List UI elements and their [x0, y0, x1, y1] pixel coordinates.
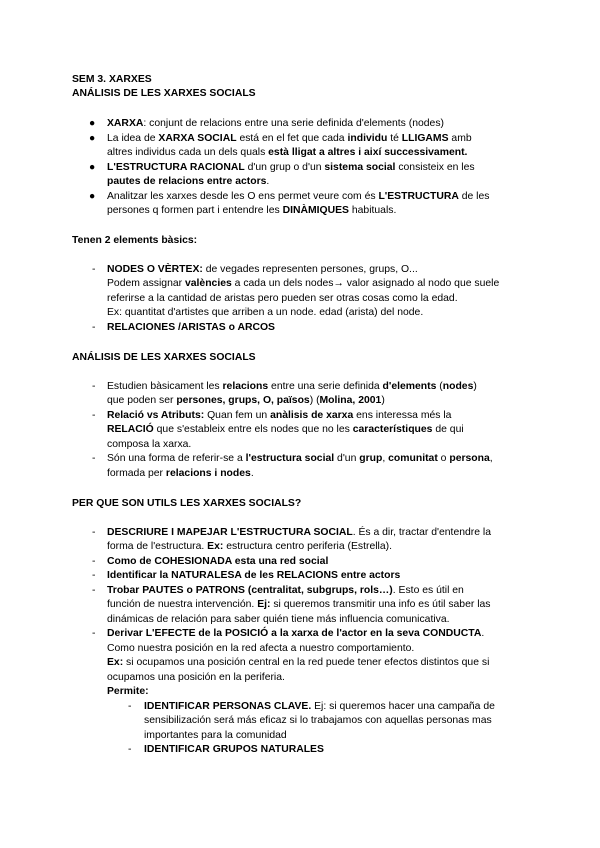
list-item-cont: Podem assignar valències a cada un dels nodes→ valor asignado al nodo que suele: [107, 278, 500, 289]
list-item-cont: referirse a la cantidad de aristas pero pueden ser otras cosas como la edad.: [107, 293, 458, 304]
list-item-cont: formada per relacions i nodes.: [107, 468, 254, 479]
list-item-cont: persones q formen part i entendre les DINÀMIQUES habituals.: [107, 205, 397, 216]
list-item: DESCRIURE I MAPEJAR L'ESTRUCTURA SOCIAL. És a dir, tractar d'entendre la: [107, 527, 491, 538]
list-item-cont: que poden ser persones, grups, O, països) (Molina, 2001): [107, 395, 385, 406]
dash-icon: -: [92, 628, 96, 639]
list-item-cont: pautes de relacions entre actors.: [107, 176, 270, 187]
list-item: La idea de XARXA SOCIAL está en el fet que cada individu té LLIGAMS amb: [107, 133, 472, 144]
dash-icon: -: [92, 585, 96, 596]
document-title: SEM 3. XARXES: [72, 74, 152, 85]
list-item-cont: ocupamos una posición en la periferia.: [107, 672, 285, 683]
bullet-icon: ●: [89, 162, 96, 173]
dash-icon: -: [92, 570, 96, 581]
list-item-cont: RELACIÓ que s'estableix entre els nodes que no les característiques de qui: [107, 424, 464, 435]
dash-icon: -: [92, 410, 96, 421]
list-item: Derivar L'EFECTE de la POSICIÓ a la xarxa de l'actor en la seva CONDUCTA.: [107, 628, 485, 639]
bullet-icon: ●: [89, 118, 96, 129]
section-heading-utils: PER QUE SON UTILS LES XARXES SOCIALS?: [72, 498, 302, 509]
sub-list-item: IDENTIFICAR GRUPOS NATURALES: [144, 744, 324, 755]
dash-icon: -: [92, 556, 96, 567]
elements-heading: Tenen 2 elements bàsics:: [72, 235, 198, 246]
dash-icon: -: [92, 381, 96, 392]
list-item: L'ESTRUCTURA RACIONAL d'un grup o d'un sistema social consisteix en les: [107, 162, 475, 173]
dash-icon: -: [92, 264, 96, 275]
list-item: Como de COHESIONADA esta una red social: [107, 556, 329, 567]
list-item: RELACIONES /ARISTAS o ARCOS: [107, 322, 275, 333]
permite-label: Permite:: [107, 686, 149, 697]
list-item-cont: Como nuestra posición en la red afecta a nuestro comportamiento.: [107, 643, 415, 654]
sub-list-item: IDENTIFICAR PERSONAS CLAVE. Ej: si queremos hacer una campaña de: [144, 701, 495, 712]
list-item: Relació vs Atributs: Quan fem un anàlisis de xarxa ens interessa més la: [107, 410, 452, 421]
list-item-cont: Ex: quantitat d'artistes que arriben a un node. edad (arista) del node.: [107, 307, 424, 318]
dash-icon: -: [128, 744, 132, 755]
list-item-cont: altres individus cada un dels quals està lligat a altres i així successivament.: [107, 147, 468, 158]
list-item-cont: función de nuestra intervención. Ej: si queremos transmitir una info es útil saber las: [107, 599, 491, 610]
dash-icon: -: [128, 701, 132, 712]
list-item: Identificar la NATURALESA de les RELACIONS entre actors: [107, 570, 401, 581]
list-item-cont: forma de l'estructura. Ex: estructura centro periferia (Estrella).: [107, 541, 392, 552]
section-heading-analisis: ANÁLISIS DE LES XARXES SOCIALS: [72, 88, 256, 99]
list-item-cont: dinámicas de relación para saber quién tiene más influencia comunicativa.: [107, 614, 450, 625]
sub-list-item-cont: sensibilización será más eficaz si lo trabajamos con aquellas personas mas: [144, 715, 492, 726]
bullet-icon: ●: [89, 133, 96, 144]
list-item: Trobar PAUTES o PATRONS (centralitat, subgrups, rols…). Esto es útil en: [107, 585, 464, 596]
list-item: Són una forma de referir-se a l'estructura social d'un grup, comunitat o persona,: [107, 453, 493, 464]
dash-icon: -: [92, 322, 96, 333]
dash-icon: -: [92, 453, 96, 464]
list-item: Estudien bàsicament les relacions entre una serie definida d'elements (nodes): [107, 381, 477, 392]
bullet-icon: ●: [89, 191, 96, 202]
section-heading-analisis-2: ANÁLISIS DE LES XARXES SOCIALS: [72, 352, 256, 363]
list-item: XARXA: conjunt de relacions entre una serie definida d'elements (nodes): [107, 118, 444, 129]
list-item-cont: composa la xarxa.: [107, 439, 192, 450]
dash-icon: -: [92, 527, 96, 538]
list-item: Analitzar les xarxes desde les O ens permet veure com és L'ESTRUCTURA de les: [107, 191, 490, 202]
sub-list-item-cont: importantes para la comunidad: [144, 730, 287, 741]
list-item: NODES O VÈRTEX: de vegades representen persones, grups, O...: [107, 264, 418, 275]
list-item-cont: Ex: si ocupamos una posición central en la red puede tener efectos distintos que si: [107, 657, 490, 668]
